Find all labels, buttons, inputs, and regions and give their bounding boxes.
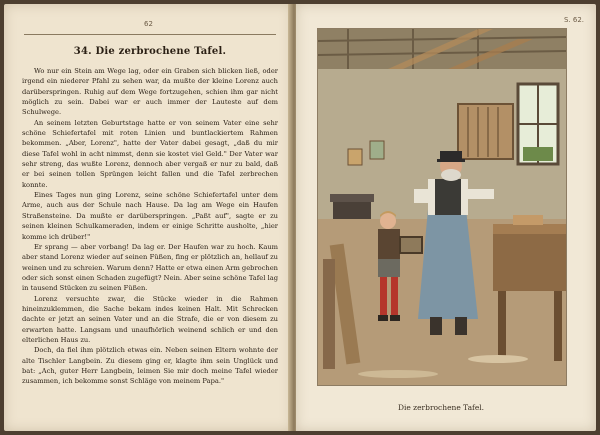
paragraph: Wo nur ein Stein am Wege lag, oder ein Graben sich blicken ließ, oder irgend ein niederer Pfahl zu sehen war, da mußte der kleine Lorenz auch darüberspringen. Ruhig auf dem Wege fortzugehen, schien ihm gar nicht möglich zu sein. Dabei war er auch immer der Lauteste auf dem Schulwege. [22,67,278,117]
illustration-svg [318,29,566,385]
paragraph: An seinem letzten Geburtstage hatte er von seinem Vater eine sehr schöne Schiefertafel mit roten Linien und buntlackiertem Rahmen bekommen. „Aber, Lorenz", hatte der Vater dabei gesagt, „daß du mir diese Tafel wohl in acht nimmst, denn sie kostet viel Geld." Der Vater war sehr streng, das wußte Lorenz, dennoch aber vergaß er nur zu bald, daß er bei seinen tollen Sprüngen leicht fallen und die Tafel zerbrechen konnte. [22,118,278,189]
paragraph: Eines Tages nun ging Lorenz, seine schöne Schiefertafel unter dem Arme, auch aus der Schule nach Hause. Da lag am Wege ein Haufen Straßensteine. Da mußte er darüberspringen. „Paßt auf", sagte er zu seinen kleinen Schulkameraden, indem er einige Schritte ausholte, „hier komme ich drüber!" [22,191,278,241]
paragraph: Er sprang — aber vorbang! Da lag er. Der Haufen war zu hoch. Kaum aber stand Lorenz wieder auf seinen Füßen, fing er plötzlich an, hellauf zu weinen und zu schreien. Warum denn? Hatte er etwa einen Arm gebrochen oder sich sonst einen Schaden zugefügt? Nein. Aber seine schöne Tafel lag in tausend Stücken zu seinen Füßen. [22,242,278,293]
chapter-title: 34. Die zerbrochene Tafel. [73,46,227,57]
header-rule [24,34,276,35]
illustration-caption: Die zerbrochene Tafel. [397,403,485,412]
left-page [4,4,292,431]
workshop-illustration [317,28,567,386]
paragraph: Doch, da fiel ihm plötzlich etwas ein. Neben seinen Eltern wohnte der alte Tischler Langbein. Zu diesem ging er, klagte ihm sein Unglück und bat: „Ach, guter Herr Langbein, leimen Sie mir doch meine Tafel wieder zusammen, ich bekomme sonst Schläge von meinem Papa." [22,346,278,386]
paragraph: Lorenz versuchte zwar, die Stücke wieder in die Rahmen hineinzuklemmen, die Sache bekam indes keinen Halt. Mit Schrecken dachte er jetzt an seinen Vater und an die Strafe, die er von diesem zu erwarten hatte. Langsam und unaufhörlich weinend schlich er und den elterlichen Haus zu. [22,294,278,344]
right-page [296,4,596,431]
left-page-number: 62 [144,20,153,28]
right-page-number: S. 62. [563,16,584,24]
story-text [22,66,278,387]
